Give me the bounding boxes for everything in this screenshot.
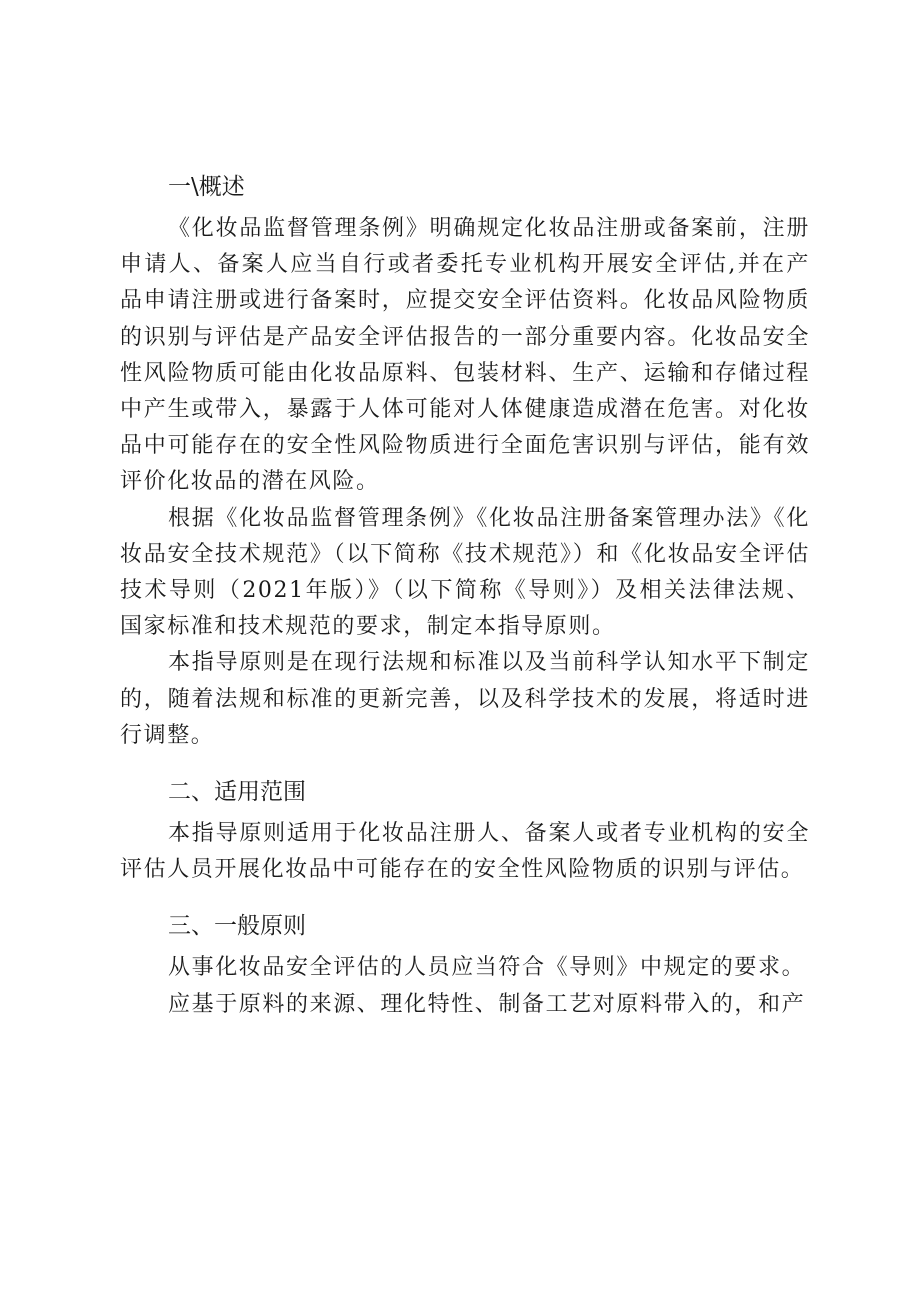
paragraph-principles-1: 从事化妆品安全评估的人员应当符合《导则》中规定的要求。 <box>168 955 806 981</box>
paragraph-overview-2: 根据《化妆品监督管理条例》《化妆品注册备案管理办法》《化妆品安全技术规范》（以下简称《技术规范》）和《化妆品安全评估技术导则（2021年版）》（以下简称《导则》）及相关法律法规、国家标准和技术规范的要求，制定本指导原则。 <box>120 505 810 640</box>
section-heading-principles: 三、一般原则 <box>168 913 306 940</box>
paragraph-principles-2: 应基于原料的来源、理化特性、制备工艺对原料带入的，和产 <box>168 991 806 1017</box>
paragraph-overview-1: 《化妆品监督管理条例》明确规定化妆品注册或备案前，注册申请人、备案人应当自行或者委托专业机构开展安全评估,并在产品申请注册或进行备案时，应提交安全评估资料。化妆品风险物质的识别与评估是产品安全评估报告的一部分重要内容。化妆品安全性风险物质可能由化妆品原料、包装材料、生产、运输和存储过程中产生或带入，暴露于人体可能对人体健康造成潜在危害。对化妆品中可能存在的安全性风险物质进行全面危害识别与评估，能有效评价化妆品的潜在风险。 <box>120 216 810 495</box>
section-heading-overview: 一\概述 <box>168 174 245 200</box>
document-body <box>120 163 810 1023</box>
paragraph-overview-3: 本指导原则是在现行法规和标准以及当前科学认知水平下制定的，随着法规和标准的更新完善，以及科学技术的发展，将适时进行调整。 <box>120 650 810 748</box>
section-heading-scope: 二、适用范围 <box>168 779 306 806</box>
paragraph-scope-1: 本指导原则适用于化妆品注册人、备案人或者专业机构的安全评估人员开展化妆品中可能存在的安全性风险物质的识别与评估。 <box>120 821 810 883</box>
